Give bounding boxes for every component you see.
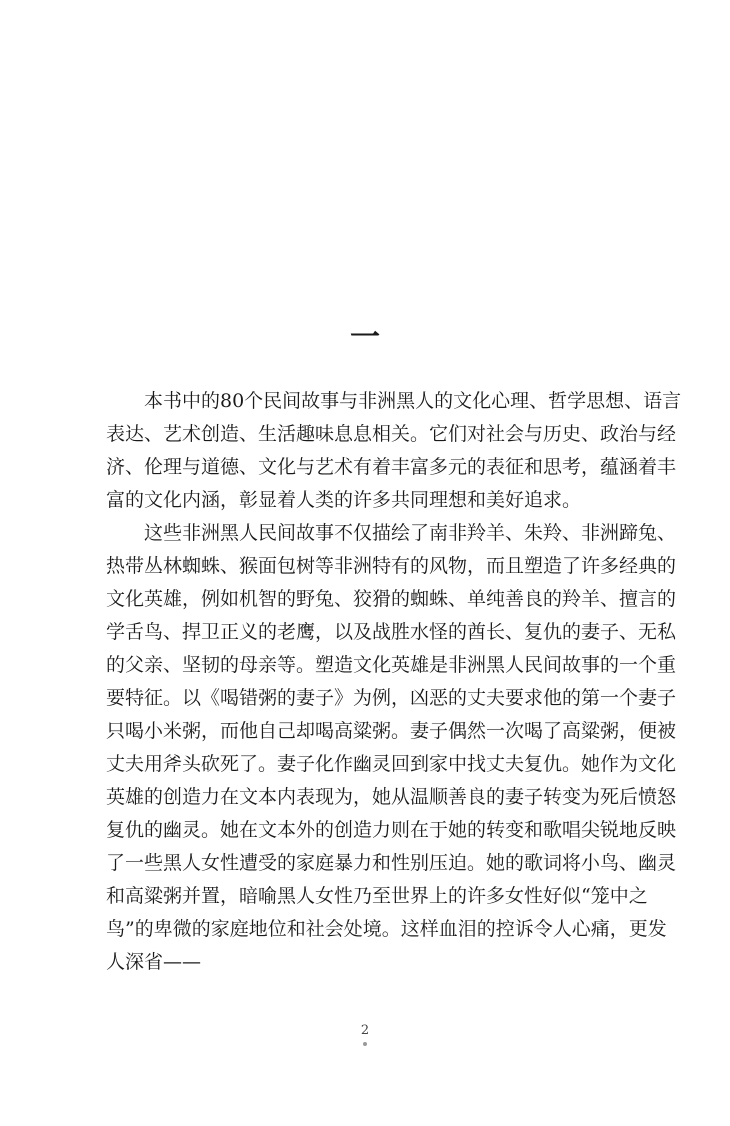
- paragraph-line: 表达、艺术创造、生活趣味息息相关。它们对社会与历史、政治与经: [106, 423, 677, 445]
- paragraph-line: 富的文化内涵，彰显着人类的许多共同理想和美好追求。: [106, 489, 582, 511]
- paragraph-line: 只喝小米粥，而他自己却喝高粱粥。妻子偶然一次喝了高粱粥，便被: [106, 720, 677, 742]
- paragraph-line: 要特征。以《喝错粥的妻子》为例，凶恶的丈夫要求他的第一个妻子: [106, 687, 677, 709]
- paragraph-line: 丈夫用斧头砍死了。妻子化作幽灵回到家中找丈夫复仇。她作为文化: [106, 753, 677, 775]
- paragraph-line: 本书中的80个民间故事与非洲黑人的文化心理、哲学思想、语言: [144, 390, 682, 412]
- section-number: 一: [350, 320, 380, 355]
- paragraph-line: 复仇的幽灵。她在文本外的创造力则在于她的转变和歌唱尖锐地反映: [106, 819, 677, 841]
- paragraph-line: 文化英雄，例如机智的野兔、狡猾的蜘蛛、单纯善良的羚羊、擅言的: [106, 588, 677, 610]
- paragraph-line: 鸟”的卑微的家庭地位和社会处境。这样血泪的控诉令人心痛，更发: [106, 918, 667, 940]
- paragraph-line: 人深省——: [106, 951, 202, 973]
- page-number: 2: [360, 1023, 370, 1038]
- paragraph-line: 这些非洲黑人民间故事不仅描绘了南非羚羊、朱羚、非洲蹄兔、: [144, 522, 677, 544]
- paragraph-line: 和高粱粥并置，暗喻黑人女性乃至世界上的许多女性好似“笼中之: [106, 885, 648, 907]
- paragraph-line: 热带丛林蜘蛛、猴面包树等非洲特有的风物，而且塑造了许多经典的: [106, 555, 677, 577]
- paragraph-line: 了一些黑人女性遭受的家庭暴力和性别压迫。她的歌词将小鸟、幽灵: [106, 852, 677, 874]
- paragraph-line: 学舌鸟、捍卫正义的老鹰，以及战胜水怪的酋长、复仇的妻子、无私: [106, 621, 677, 643]
- body-text: [106, 385, 682, 979]
- page-dot-ornament: [363, 1042, 367, 1046]
- paragraph-line: 济、伦理与道德、文化与艺术有着丰富多元的表征和思考，蕴涵着丰: [106, 456, 677, 478]
- paragraph-line: 的父亲、坚韧的母亲等。塑造文化英雄是非洲黑人民间故事的一个重: [106, 654, 677, 676]
- paragraph-line: 英雄的创造力在文本内表现为，她从温顺善良的妻子转变为死后愤怒: [106, 786, 677, 808]
